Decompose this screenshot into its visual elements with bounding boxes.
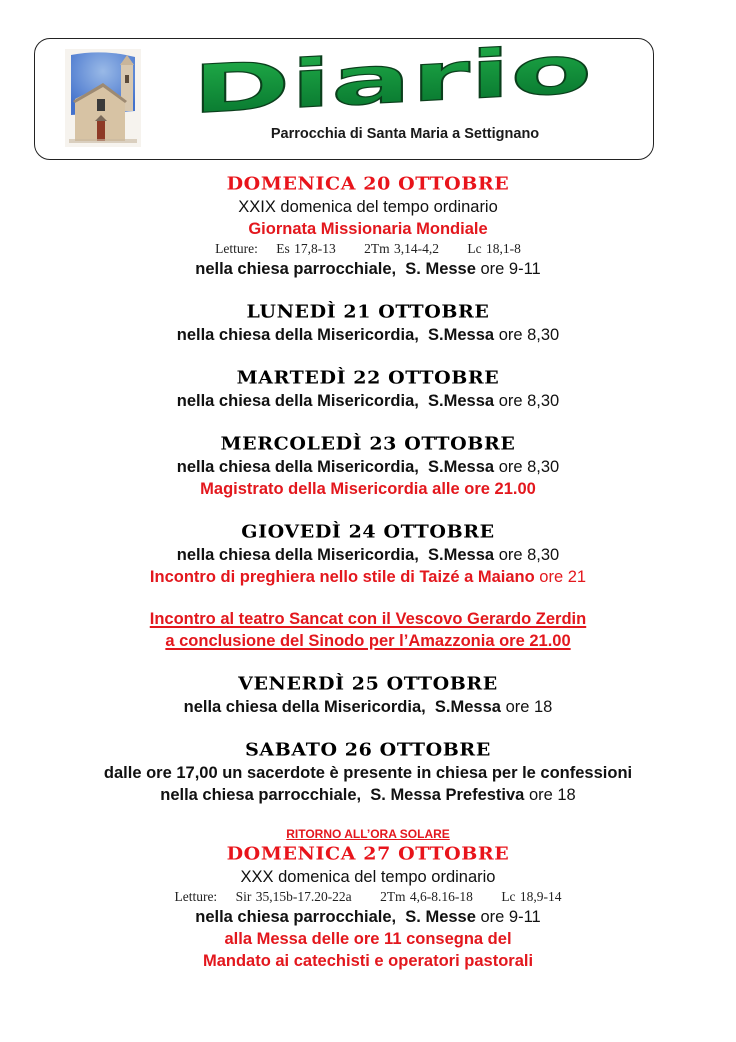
mass-line: nella chiesa della Misericordia, S.Messa ore 18 [183,698,553,716]
church-image [65,49,141,147]
day-section [0,672,736,718]
time-change-note: RITORNO ALL’ORA SOLARE [286,827,450,841]
mass-line: nella chiesa della Misericordia, S.Messa ore 8,30 [176,326,560,344]
reading: 2Tm 4,6-8.16-18 [380,889,473,904]
liturgical-subtitle: XXX domenica del tempo ordinario [240,868,496,886]
logo-text: Diario [191,45,415,115]
day-title: LUNEDÌ 21 OTTOBRE [246,301,490,323]
day-title: VENERDÌ 25 OTTOBRE [238,673,498,695]
reading: 2Tm 3,14-4,2 [364,241,439,256]
day-title: SABATO 26 OTTOBRE [245,739,491,761]
event-announcement: a conclusione del Sinodo per l’Amazzonia ore 21.00 [165,632,571,650]
mass-line: nella chiesa parrocchiale, S. Messa Prefestiva ore 18 [160,786,576,804]
mass-line: nella chiesa della Misericordia, S.Messa ore 8,30 [176,392,560,410]
mass-line: nella chiesa parrocchiale, S. Messe ore 9-11 [195,908,541,926]
logo-diario [187,45,597,115]
day-title: MARTEDÌ 22 OTTOBRE [236,367,500,389]
readings-label: Letture: [174,889,218,904]
readings [0,888,736,906]
reading: Sir 35,15b-17.20-22a [235,889,352,904]
mass-line: nella chiesa parrocchiale, S. Messe ore 9-11 [195,260,541,278]
reading: Lc 18,9-14 [501,889,562,904]
event-note: Incontro di preghiera nello stile di Taizé a Maiano ore 21 [149,568,587,586]
reading: Lc 18,1-8 [467,241,521,256]
day-title: GIOVEDÌ 24 OTTOBRE [241,521,495,543]
day-section [0,520,736,652]
day-title: DOMENICA 20 OTTOBRE [226,173,510,195]
day-title: MERCOLEDÌ 23 OTTOBRE [220,433,516,455]
day-section [0,432,736,500]
event-announcement: Incontro al teatro Sancat con il Vescovo Gerardo Zerdin [149,610,587,628]
event-note: Magistrato della Misericordia alle ore 21.00 [200,480,536,498]
day-section [0,826,736,972]
confessions-note: dalle ore 17,00 un sacerdote è presente in chiesa per le confessioni [103,764,633,782]
mass-line: nella chiesa della Misericordia, S.Messa ore 8,30 [176,458,560,476]
day-section [0,300,736,346]
reading: Es 17,8-13 [276,241,336,256]
event-note: Mandato ai catechisti e operatori pastorali [202,952,534,970]
highlight-text: Giornata Missionaria Mondiale [248,220,488,238]
day-section [0,366,736,412]
mass-line: nella chiesa della Misericordia, S.Messa ore 8,30 [176,546,560,564]
day-section [0,738,736,806]
schedule [0,172,736,972]
event-note: alla Messa delle ore 11 consegna del [224,930,512,948]
day-title: DOMENICA 27 OTTOBRE [226,843,510,865]
readings [0,240,736,258]
day-section [0,172,736,280]
header-box [34,38,654,160]
readings-label: Letture: [215,241,258,256]
parish-name: Parrocchia di Santa Maria a Settignano [270,126,540,142]
liturgical-subtitle: XXIX domenica del tempo ordinario [238,198,498,216]
